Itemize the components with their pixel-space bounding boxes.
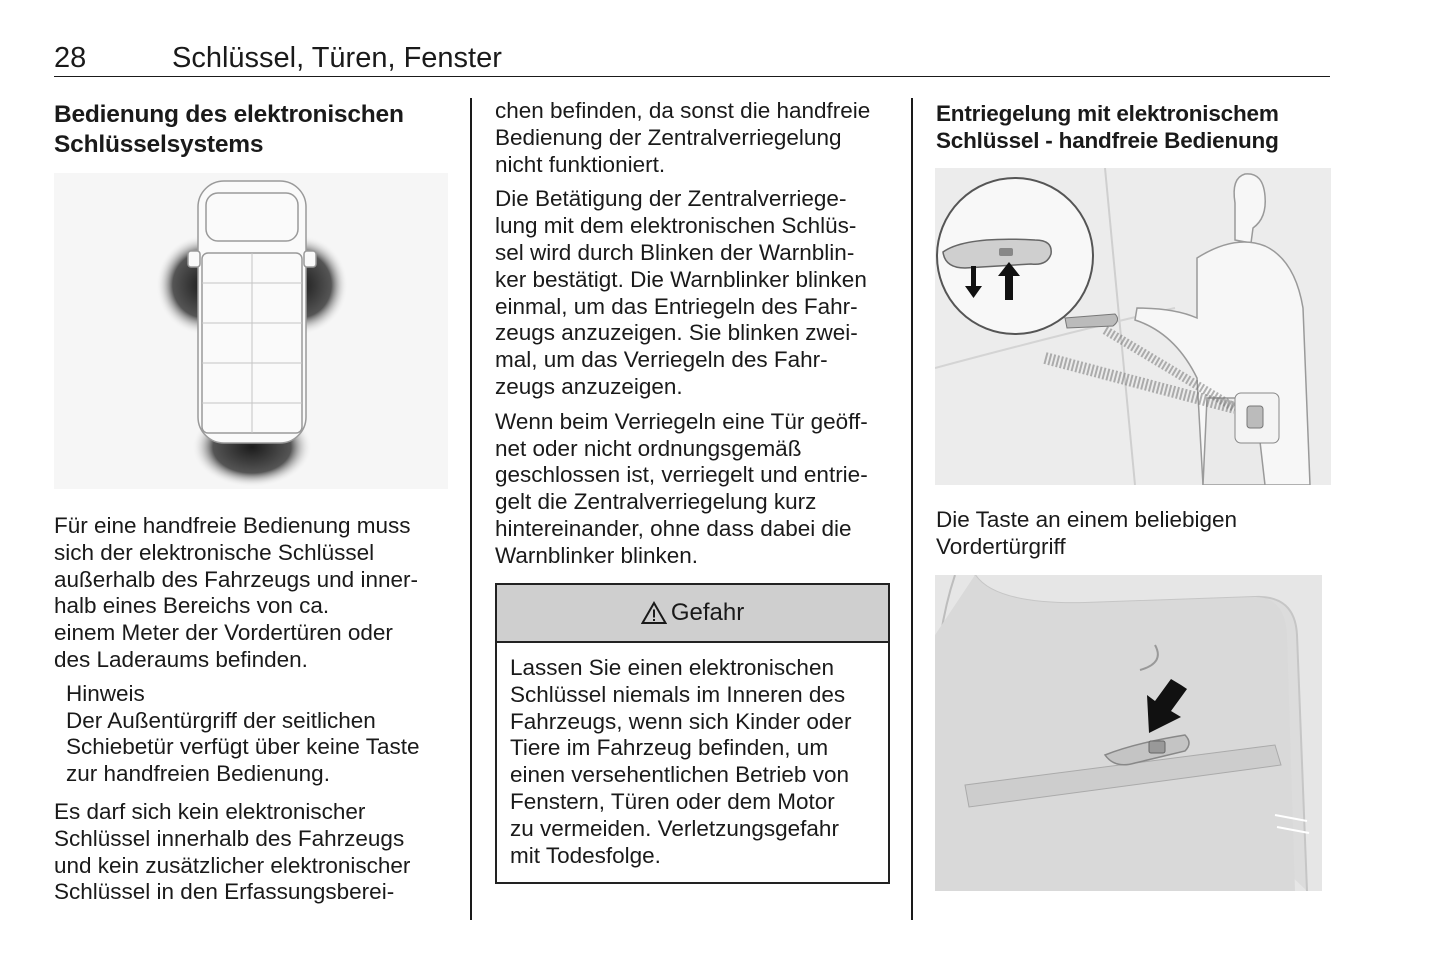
danger-header xyxy=(497,585,888,643)
van-top-view-illustration xyxy=(54,173,448,489)
paragraph: Für eine handfreie Bedienung muss sich der elektronische Schlüssel außerhalb des Fahrzeugs und inner- halb eines Bereichs von ca. einem Meter der Vordertüren oder des Laderaums befinden. xyxy=(54,513,418,672)
column-divider xyxy=(470,98,472,920)
paragraph: chen befinden, da sonst die handfreie Bedienung der Zentralverriegelung nicht funktioniert. xyxy=(495,98,871,177)
warning-triangle-icon xyxy=(641,601,667,625)
paragraph: Wenn beim Verriegeln eine Tür geöff- net oder nicht ordnungsgemäß geschlossen ist, verriegelt und entrie- gelt die Zentralverriegelung kurz hintereinander, ohne dass dabei die Warnblinker blinken. xyxy=(495,408,868,568)
paragraph: Die Betätigung der Zentralverriege- lung mit dem elektronischen Schlüs- sel wird durch Blinken der Warnblin- ker bestätigt. Die Warnblinker blinken einmal, um das Entriegeln des Fahr- zeugs anzuzeigen. Sie blinken zwei- mal, um das Verriegeln des Fahr- zeugs anzuzeigen. xyxy=(495,186,867,399)
danger-warning-box xyxy=(495,583,890,884)
column-1-text xyxy=(54,513,454,906)
column-2 xyxy=(495,98,895,570)
door-handle-illustration xyxy=(935,575,1322,891)
column-divider xyxy=(911,98,913,920)
chapter-title: Schlüssel, Türen, Fenster xyxy=(172,42,502,74)
danger-title: Gefahr xyxy=(670,599,745,626)
figure-caption: Die Taste an einem beliebigen Vordertürgriff xyxy=(936,507,1238,559)
column-1 xyxy=(54,100,454,160)
page-header xyxy=(54,40,1330,77)
note-box: Hinweis Der Außentürgriff der seitlichen Schiebetür verfügt über keine Taste zur handfreien Bedienung. xyxy=(66,681,454,788)
note-title: Hinweis xyxy=(66,680,145,706)
page-number: 28 xyxy=(54,42,87,74)
danger-body: Lassen Sie einen elektronischen Schlüssel niemals im Inneren des Fahrzeugs, wenn sich Kinder oder Tiere im Fahrzeug befinden, um einen versehentlichen Betrieb von Fenstern, Türen oder dem Motor zu vermeiden. Verletzungsgefahr mit Todesfolge. xyxy=(510,655,852,868)
section-heading: Entriegelung mit elektronischem Schlüssel - handfreie Bedienung xyxy=(936,101,1279,153)
hands-free-unlock-illustration xyxy=(935,168,1331,485)
section-heading: Bedienung des elektronischen Schlüsselsystems xyxy=(54,101,404,158)
column-3 xyxy=(936,100,1336,154)
paragraph: Es darf sich kein elektronischer Schlüssel innerhalb des Fahrzeugs und kein zusätzlicher elektronischer Schlüssel in den Erfassungsberei- xyxy=(54,798,411,905)
